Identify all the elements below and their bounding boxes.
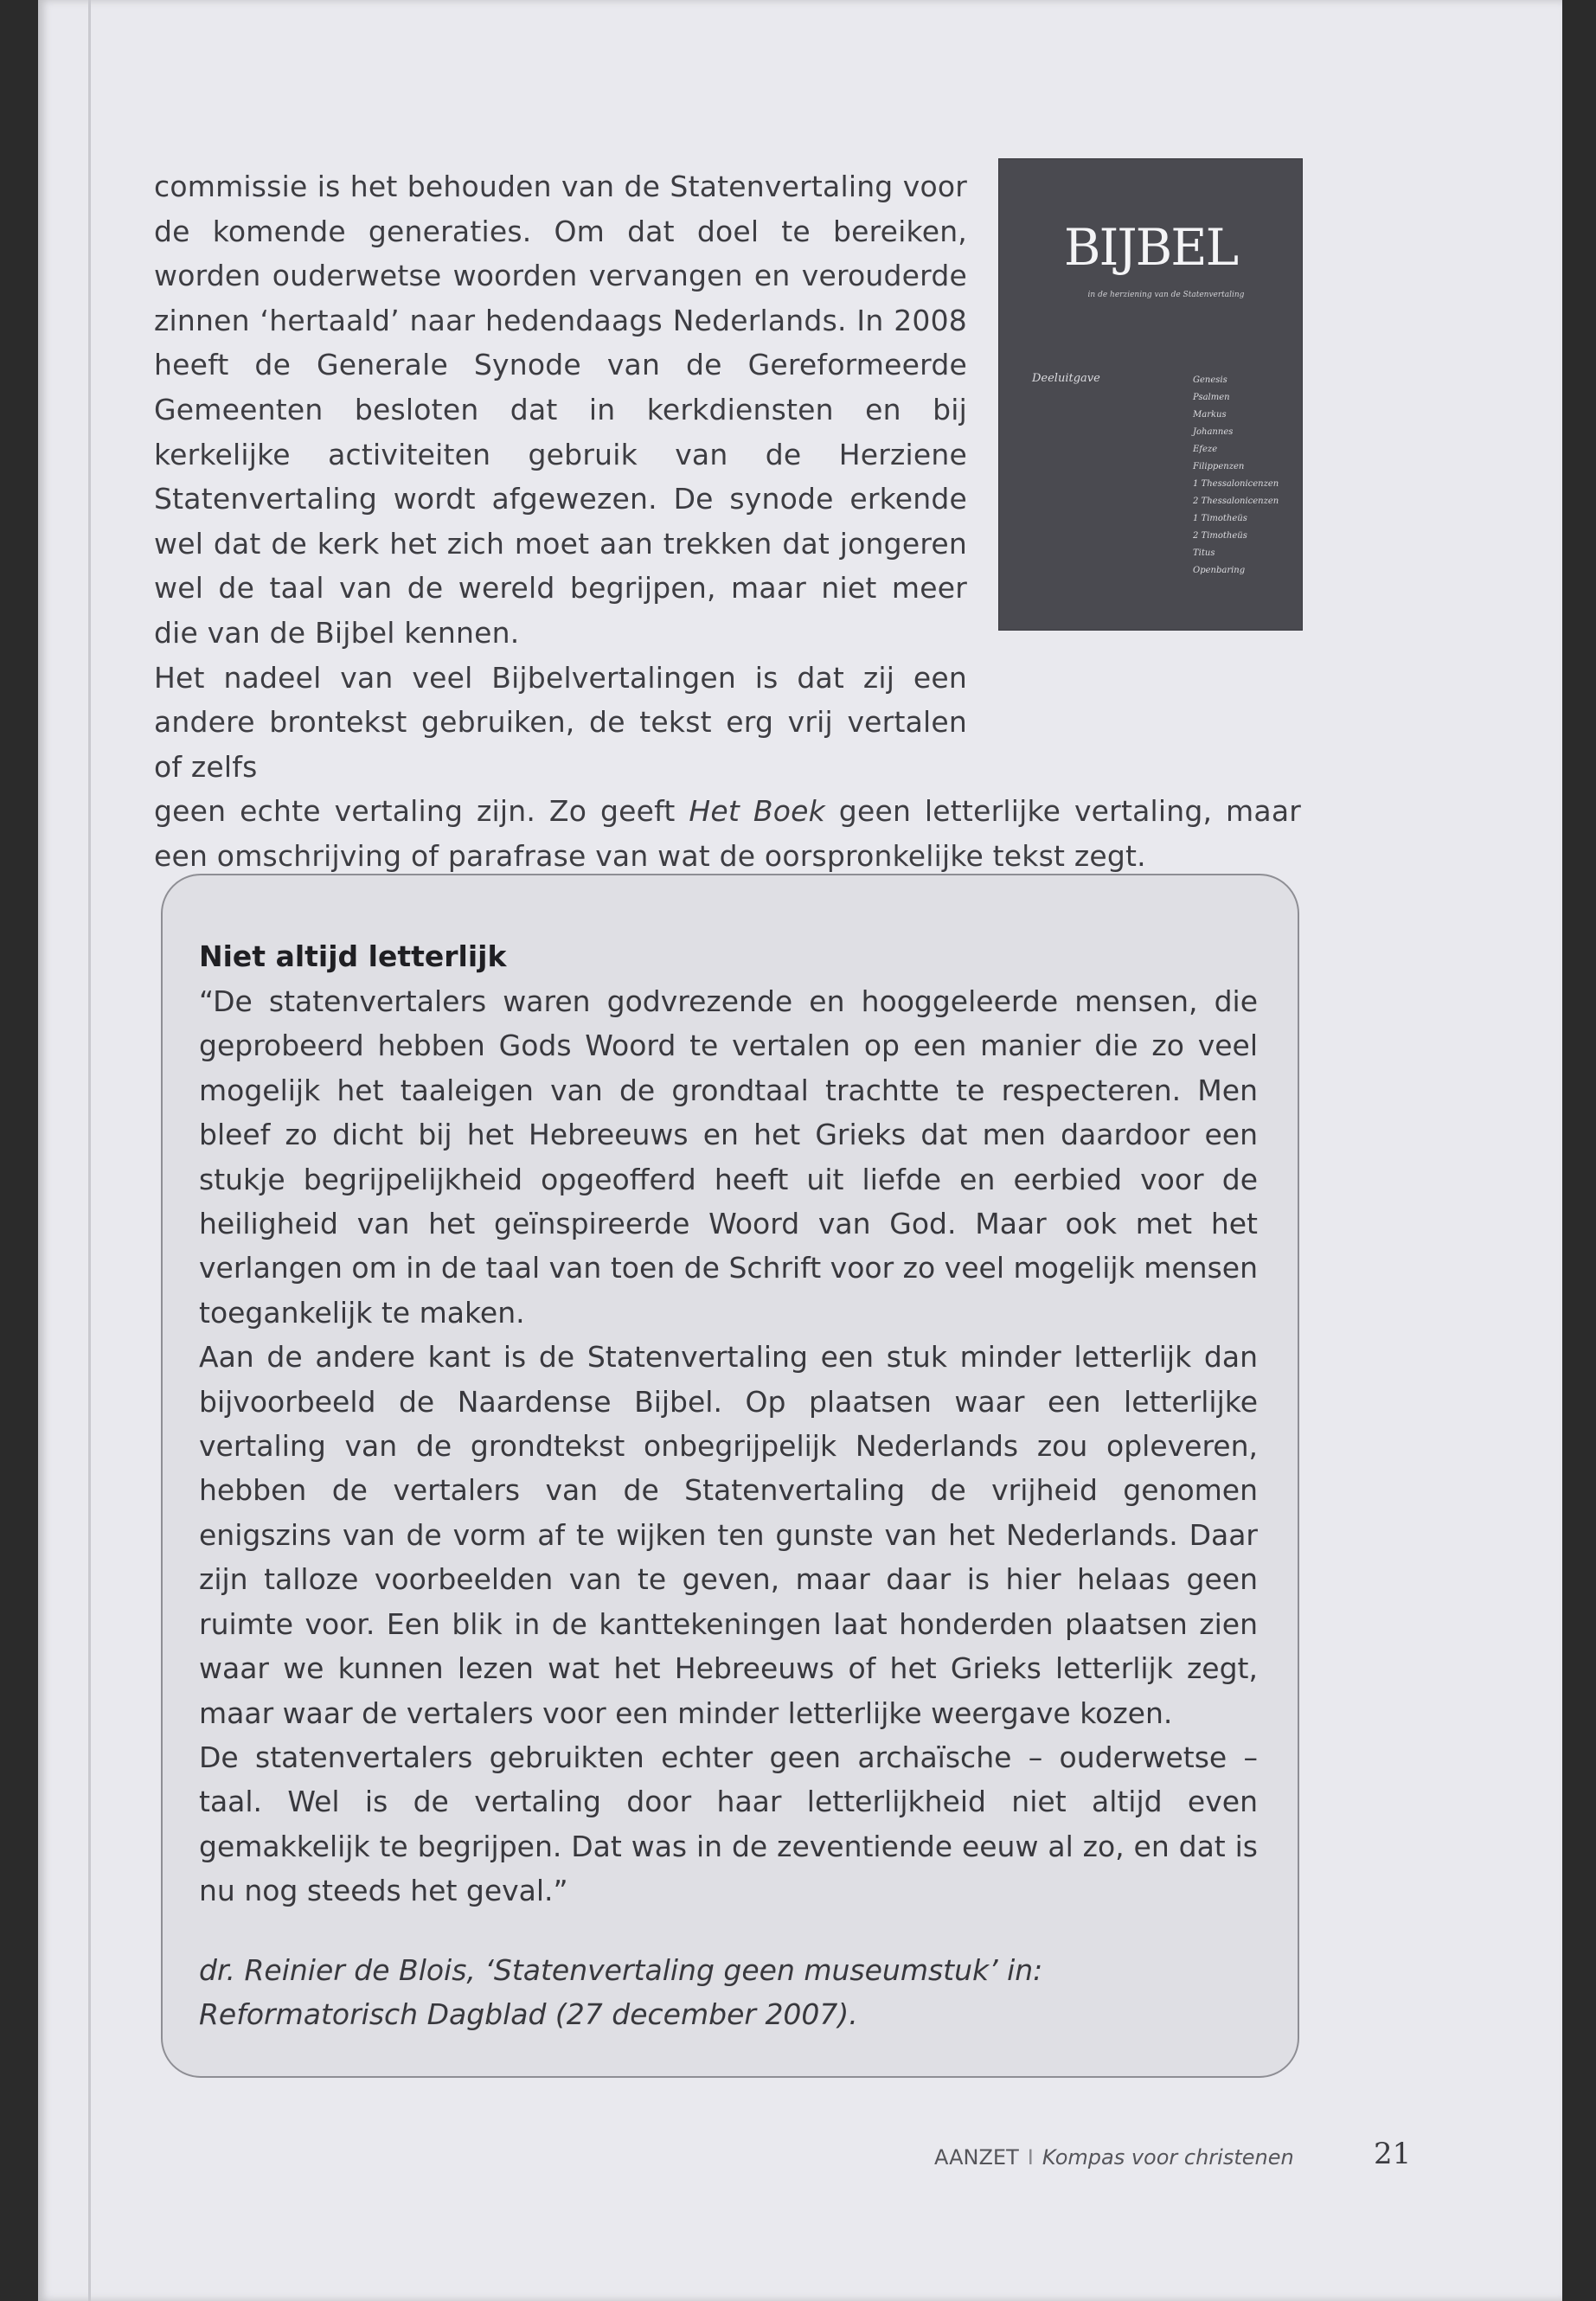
page-number: 21 [1374,2137,1412,2171]
paragraph-2-top: Het nadeel van veel Bijbelvertalingen is dat zij een andere brontekst gebruiken, de tekst erg vrij vertalen of zelfs [154,660,967,784]
cover-book: Openbaring [1193,566,1246,575]
text-run: geen letterlijke vertaling, maar een omschrijving of parafrase van wat de oorspronkelijke tekst zegt. [154,794,1302,873]
quote-paragraph: De statenvertalers gebruikten echter geen archaïsche – ouderwetse – taal. Wel is de vertaling door haar letterlijkheid niet altijd even gemakkelijk te begrijpen. Dat was in de zeventiende eeuw al zo, en dat is nu nog steeds het geval.” [199,1740,1258,1908]
page-binding-edge [88,0,91,2301]
cover-book: Efeze [1193,445,1218,454]
line: ‘hertaald’ naar hedendaags Nederlands. In 2008 heeft [154,303,968,382]
line: de komende generaties. Om dat doel te bereiken, worden [154,214,967,293]
cover-edition: Deeluitgave [1032,372,1100,385]
footer-tagline: Kompas voor christenen [1042,2145,1294,2170]
footer-brand: AANZET [934,2145,1019,2170]
cover-book: Markus [1193,410,1227,420]
cover-book: Psalmen [1193,393,1230,402]
line: trekken dat jongeren wel de taal van de wereld begrijpen, [154,526,967,606]
quote-box [161,874,1299,2078]
line: gebruik van de Herziene Statenvertaling wordt afgewezen. [154,437,967,516]
cover-book: 1 Thessalonicenzen [1193,479,1279,489]
footer-separator: I [1027,2145,1034,2170]
cover-book: 2 Timotheüs [1193,531,1247,541]
page-footer [934,2145,1294,2170]
quote-source: dr. Reinier de Blois, ‘Statenvertaling geen museumstuk’ in: Reformatorisch Dagblad (27 december 2007). [199,1952,1043,2031]
cover-book: Filippenzen [1193,462,1245,471]
line: maar niet meer die van de Bijbel kennen. [154,571,967,650]
quote-paragraph: “De statenvertalers waren godvrezende en hooggeleerde mensen, die geprobeerd hebben Gods Woord te vertalen op een manier die zo veel mogelijk het taaleigen van de grondtaal trachtte te respecteren. Men bleef zo dicht bij het Hebreeuws en het Grieks dat men daardoor een stukje begrijpelijkheid opgeofferd heeft uit liefde en eerbied voor de heiligheid van het geïnspireerde Woord van God. Maar ook met het verlangen om in de taal van toen de Schrift voor zo veel mogelijk mensen toegankelijk te maken. [199,984,1258,1330]
line: de Generale Synode van de Gereformeerde Gemeenten [154,348,967,426]
cover-subtitle: in de herziening van de Statenvertaling [1087,291,1245,299]
paragraph-2-bottom [154,789,1301,878]
paragraph-1 [154,164,967,656]
book-title-italic: Het Boek [689,794,825,829]
cover-book: Johannes [1193,427,1234,437]
line: De synode erkende wel dat de kerk het zich moet aan [154,482,967,561]
bible-cover-image [999,159,1302,630]
cover-book: Titus [1193,548,1215,558]
cover-book: 1 Timotheüs [1193,514,1247,523]
line: ouderwetse woorden vervangen en verouderde zinnen [154,259,967,337]
cover-book: 2 Thessalonicenzen [1193,497,1279,506]
quote-content [199,934,1258,2036]
cover-title: BIJBEL [1063,218,1238,277]
line: commissie is het behouden van de Statenvertaling voor [154,170,967,203]
line: besloten dat in kerkdiensten en bij kerkelijke activiteiten [154,392,967,471]
text-run: geen echte vertaling zijn. Zo geeft [154,794,689,829]
cover-book: Genesis [1193,375,1227,385]
cover-book-list [1193,372,1279,580]
quote-paragraph: Aan de andere kant is de Statenvertaling een stuk minder letterlijk dan bijvoorbeeld de Naardense Bijbel. Op plaatsen waar een letterlijke vertaling van de grondtekst onbegrijpelijk Nederlands zou opleveren, hebben de vertalers van de Statenvertaling de vrijheid genomen enigszins van de vorm af te wijken ten gunste van het Nederlands. Daar zijn talloze voorbeelden van te geven, maar daar is hier helaas geen ruimte voor. Een blik in de kanttekeningen laat honderden plaatsen zien waar we kunnen lezen wat het Hebreeuws of het Grieks letterlijk zegt, maar waar de vertalers voor een minder letterlijke weergave kozen. [199,1340,1258,1730]
quote-box-title: Niet altijd letterlijk [199,939,507,973]
